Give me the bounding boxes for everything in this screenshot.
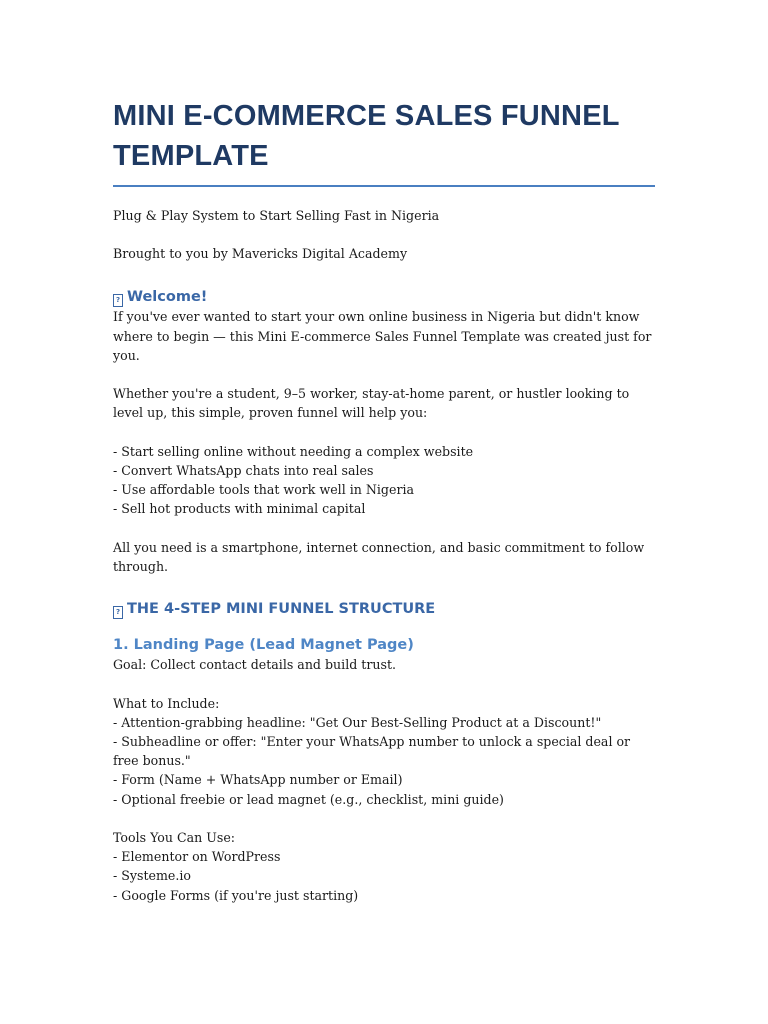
list-item: - Subheadline or offer: "Enter your WhatsApp number to unlock a special deal or free bonus." bbox=[113, 734, 631, 769]
welcome-intro: If you've ever wanted to start your own online business in Nigeria but didn't know where to begin — this Mini E-commerce Sales Funnel Template was created just for you. bbox=[113, 309, 652, 363]
structure-heading-text: THE 4-STEP MINI FUNNEL STRUCTURE bbox=[127, 601, 436, 618]
list-item: - Attention-grabbing headline: "Get Our Best-Selling Product at a Discount!" bbox=[113, 714, 602, 730]
list-item: - Start selling online without needing a complex website bbox=[113, 443, 474, 459]
include-list bbox=[113, 713, 658, 809]
spacer bbox=[113, 365, 658, 384]
welcome-audience: Whether you're a student, 9–5 worker, stay-at-home parent, or hustler looking to level up, this simple, proven funnel will help you: bbox=[113, 386, 630, 421]
welcome-heading bbox=[113, 287, 658, 307]
list-item: - Form (Name + WhatsApp number or Email) bbox=[113, 772, 403, 788]
spacer bbox=[113, 519, 658, 538]
document-byline: Brought to you by Mavericks Digital Academy bbox=[113, 246, 408, 262]
spacer bbox=[113, 809, 658, 828]
benefits-list bbox=[113, 442, 658, 519]
list-item: - Convert WhatsApp chats into real sales bbox=[113, 463, 374, 478]
step1-heading: 1. Landing Page (Lead Magnet Page) bbox=[113, 637, 414, 654]
tools-list bbox=[113, 847, 658, 905]
step1-tools-label: Tools You Can Use: bbox=[113, 830, 236, 845]
list-item: - Optional freebie or lead magnet (e.g., checklist, mini guide) bbox=[113, 791, 504, 807]
missing-glyph-icon: ? bbox=[113, 294, 123, 307]
missing-glyph-icon: ? bbox=[113, 606, 123, 619]
spacer bbox=[113, 674, 658, 693]
list-item: - Sell hot products with minimal capital bbox=[113, 501, 366, 517]
list-item: - Systeme.io bbox=[113, 868, 191, 884]
list-item: - Use affordable tools that work well in Nigeria bbox=[113, 482, 414, 498]
welcome-heading-text: Welcome! bbox=[127, 289, 208, 306]
document-subtitle: Plug & Play System to Start Selling Fast in Nigeria bbox=[113, 208, 440, 223]
structure-heading bbox=[113, 599, 658, 619]
spacer bbox=[113, 423, 658, 442]
document-content bbox=[113, 96, 658, 905]
list-item: - Elementor on WordPress bbox=[113, 849, 281, 865]
step1-goal: Goal: Collect contact details and build trust. bbox=[113, 657, 397, 673]
title-divider bbox=[113, 185, 655, 187]
welcome-closing: All you need is a smartphone, internet connection, and basic commitment to follow through. bbox=[113, 539, 645, 574]
document-title: MINI E-COMMERCE SALES FUNNEL TEMPLATE bbox=[113, 100, 620, 172]
list-item: - Google Forms (if you're just starting) bbox=[113, 887, 359, 903]
step1-include-label: What to Include: bbox=[113, 695, 220, 711]
